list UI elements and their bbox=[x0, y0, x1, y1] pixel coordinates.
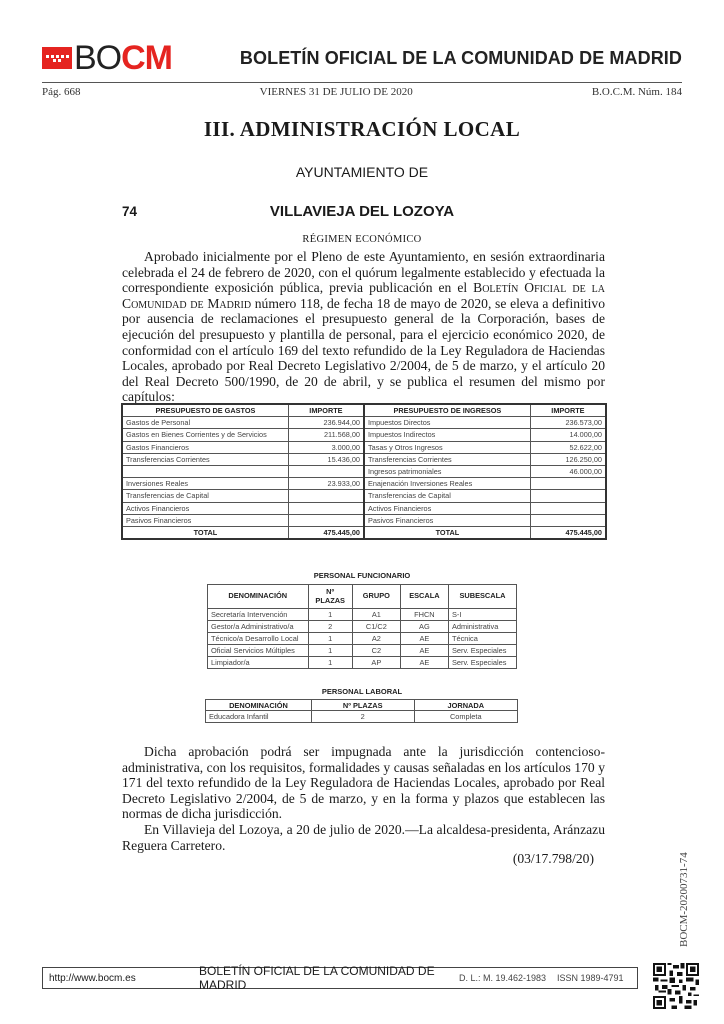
bocm-side-code: BOCM-20200731-74 bbox=[678, 852, 690, 947]
qr-code-icon[interactable] bbox=[653, 963, 699, 1009]
funcionario-row bbox=[208, 621, 517, 633]
ingreso-concepto: Ingresos patrimoniales bbox=[364, 465, 530, 477]
ingreso-importe bbox=[530, 514, 606, 526]
ingreso-importe: 14.000,00 bbox=[530, 429, 606, 441]
plazas: 1 bbox=[308, 645, 352, 657]
subescala: Serv. Especiales bbox=[448, 657, 516, 669]
ingreso-concepto: Enajenación Inversiones Reales bbox=[364, 478, 530, 490]
header-importe-ingresos: IMPORTE bbox=[530, 404, 606, 417]
laboral-row bbox=[206, 711, 518, 723]
personal-laboral-table bbox=[205, 699, 518, 723]
header-grupo: GRUPO bbox=[352, 585, 400, 609]
logo-text-cm: CM bbox=[121, 39, 173, 77]
grupo: C2 bbox=[352, 645, 400, 657]
escala: FHCN bbox=[400, 609, 448, 621]
ingreso-concepto: Impuestos Indirectos bbox=[364, 429, 530, 441]
escala: AE bbox=[400, 645, 448, 657]
gasto-importe bbox=[288, 502, 364, 514]
funcionario-row bbox=[208, 609, 517, 621]
plazas: 2 bbox=[311, 711, 414, 723]
gasto-importe: 15.436,00 bbox=[288, 453, 364, 465]
gasto-concepto: Transferencias Corrientes bbox=[122, 453, 288, 465]
funcionario-row bbox=[208, 645, 517, 657]
page-number: Pág. 668 bbox=[42, 86, 81, 98]
footer-deposito-legal: D. L.: M. 19.462-1983 bbox=[459, 973, 547, 983]
logo-text-bo: BO bbox=[74, 39, 122, 77]
gasto-concepto: Inversiones Reales bbox=[122, 478, 288, 490]
municipio-title: VILLAVIEJA DEL LOZOYA bbox=[269, 203, 455, 220]
gasto-importe: 23.933,00 bbox=[288, 478, 364, 490]
plazas: 2 bbox=[308, 621, 352, 633]
budget-row bbox=[122, 502, 606, 514]
grupo: AP bbox=[352, 657, 400, 669]
funcionario-row bbox=[208, 657, 517, 669]
gasto-importe bbox=[288, 465, 364, 477]
header-ingresos: PRESUPUESTO DE INGRESOS bbox=[364, 404, 530, 417]
budget-row bbox=[122, 514, 606, 526]
header-plazas: Nº PLAZAS bbox=[308, 585, 352, 609]
subescala: Administrativa bbox=[448, 621, 516, 633]
gasto-importe: 3.000,00 bbox=[288, 441, 364, 453]
budget-header-row bbox=[122, 404, 606, 417]
total-ingresos-value: 475.445,00 bbox=[530, 526, 606, 539]
header-gastos: PRESUPUESTO DE GASTOS bbox=[122, 404, 288, 417]
laboral-header-row bbox=[206, 700, 518, 711]
budget-row bbox=[122, 417, 606, 429]
ingreso-importe bbox=[530, 478, 606, 490]
subescala: Técnica bbox=[448, 633, 516, 645]
budget-row bbox=[122, 490, 606, 502]
denominacion: Técnico/a Desarrollo Local bbox=[208, 633, 309, 645]
header-subescala: SUBESCALA bbox=[448, 585, 516, 609]
gasto-concepto: Gastos Financieros bbox=[122, 441, 288, 453]
header-escala: ESCALA bbox=[400, 585, 448, 609]
budget-row bbox=[122, 478, 606, 490]
header-plazas: Nº PLAZAS bbox=[311, 700, 414, 711]
paragraph-impugnacion bbox=[122, 744, 605, 822]
ingreso-importe: 236.573,00 bbox=[530, 417, 606, 429]
header-denominacion: DENOMINACIÓN bbox=[208, 585, 309, 609]
anuncio-number: 74 bbox=[122, 204, 138, 219]
jornada: Completa bbox=[414, 711, 517, 723]
ingreso-importe bbox=[530, 502, 606, 514]
budget-total-row bbox=[122, 526, 606, 539]
gasto-concepto: Gastos de Personal bbox=[122, 417, 288, 429]
masthead-title: BOLETÍN OFICIAL DE LA COMUNIDAD DE MADRID bbox=[239, 48, 682, 68]
denominacion: Educadora Infantil bbox=[206, 711, 312, 723]
denominacion: Limpiador/a bbox=[208, 657, 309, 669]
paragraph-text-1: Aprobado inicialmente por el Pleno de este Ayuntamiento, en sesión extraordinaria celebrada el 24 de febrero de 2020, con el quórum legalmente establecido y efectuada la correspondiente exposición pública, previa publicación en el bbox=[122, 249, 605, 296]
bocm-smallcaps: Boletín Oficial de la Comunidad de Madrid bbox=[122, 280, 606, 311]
budget-table bbox=[121, 403, 607, 540]
paragraph-aprobacion bbox=[122, 249, 605, 405]
ingreso-importe bbox=[530, 490, 606, 502]
total-ingresos-label: TOTAL bbox=[364, 526, 530, 539]
budget-row bbox=[122, 453, 606, 465]
grupo: A1 bbox=[352, 609, 400, 621]
ingreso-concepto: Activos Financieros bbox=[364, 502, 530, 514]
paragraph-firma bbox=[122, 822, 605, 853]
ingreso-importe: 46.000,00 bbox=[530, 465, 606, 477]
issue-number: B.O.C.M. Núm. 184 bbox=[591, 86, 682, 98]
bocm-logo bbox=[42, 39, 173, 77]
escala: AE bbox=[400, 657, 448, 669]
personal-funcionario-table bbox=[207, 584, 517, 669]
total-gastos-value: 475.445,00 bbox=[288, 526, 364, 539]
denominacion: Gestor/a Administrativo/a bbox=[208, 621, 309, 633]
total-gastos-label: TOTAL bbox=[122, 526, 288, 539]
gasto-concepto: Pasivos Financieros bbox=[122, 514, 288, 526]
footer-title: BOLETÍN OFICIAL DE LA COMUNIDAD DE MADRID bbox=[199, 964, 435, 992]
header-importe-gastos: IMPORTE bbox=[288, 404, 364, 417]
personal-laboral-title: PERSONAL LABORAL bbox=[321, 687, 403, 696]
funcionario-header-row bbox=[208, 585, 517, 609]
subescala: S-I bbox=[448, 609, 516, 621]
issue-date: VIERNES 31 DE JULIO DE 2020 bbox=[259, 86, 413, 98]
madrid-stars-icon bbox=[42, 47, 72, 69]
running-header bbox=[42, 86, 682, 98]
ayuntamiento-label: AYUNTAMIENTO DE bbox=[295, 164, 429, 180]
paragraph-impugnacion-text: Dicha aprobación podrá ser impugnada ante la jurisdicción contencioso-administrativa, con los requisitos, formalidades y causas señaladas en los artículos 170 y 171 del texto refundido de la Ley Reguladora de Haciendas Locales, aprobado por Real Decreto Legislativo 2/2004, de 5 de marzo, y en la forma y plazos que establecen las normas de dicha jurisdicción. bbox=[122, 744, 605, 822]
materia-heading: RÉGIMEN ECONÓMICO bbox=[302, 234, 422, 245]
funcionario-row bbox=[208, 633, 517, 645]
ingreso-concepto: Pasivos Financieros bbox=[364, 514, 530, 526]
gasto-importe: 236.944,00 bbox=[288, 417, 364, 429]
paragraph-firma-text: En Villavieja del Lozoya, a 20 de julio de 2020.—La alcaldesa-presidenta, Aránzazu Reguera Carretero. bbox=[122, 822, 605, 853]
grupo: A2 bbox=[352, 633, 400, 645]
ingreso-importe: 52.622,00 bbox=[530, 441, 606, 453]
escala: AE bbox=[400, 633, 448, 645]
ingreso-concepto: Transferencias de Capital bbox=[364, 490, 530, 502]
ingreso-concepto: Transferencias Corrientes bbox=[364, 453, 530, 465]
escala: AG bbox=[400, 621, 448, 633]
paragraph-text-2: número 118, de fecha 18 de mayo de 2020, se eleva a definitivo por ausencia de reclamaciones el presupuesto general de la Corporación, bases de ejecución del presupuesto y plantilla de personal, para el ejercicio económico 2020, de conformidad con el artículo 169 del texto refundido de la Ley Reguladora de Haciendas Locales, aprobado por Real Decreto Legislativo 2/2004, de 5 de marzo, y el artículo 20 del Real Decreto 500/1990, de 20 de abril, y se publica el resumen del mismo por capítulos: bbox=[122, 295, 606, 405]
gasto-importe bbox=[288, 514, 364, 526]
header-jornada: JORNADA bbox=[414, 700, 517, 711]
gasto-concepto: Gastos en Bienes Corrientes y de Servicios bbox=[122, 429, 288, 441]
subescala: Serv. Especiales bbox=[448, 645, 516, 657]
plazas: 1 bbox=[308, 609, 352, 621]
ingreso-concepto: Impuestos Directos bbox=[364, 417, 530, 429]
gasto-importe: 211.568,00 bbox=[288, 429, 364, 441]
gasto-concepto bbox=[122, 465, 288, 477]
header-denominacion: DENOMINACIÓN bbox=[206, 700, 312, 711]
gasto-concepto: Transferencias de Capital bbox=[122, 490, 288, 502]
denominacion: Oficial Servicios Múltiples bbox=[208, 645, 309, 657]
ingreso-importe: 126.250,00 bbox=[530, 453, 606, 465]
gasto-importe bbox=[288, 490, 364, 502]
header-divider bbox=[42, 82, 682, 83]
footer-bar bbox=[42, 964, 638, 992]
budget-row bbox=[122, 465, 606, 477]
gasto-concepto: Activos Financieros bbox=[122, 502, 288, 514]
grupo: C1/C2 bbox=[352, 621, 400, 633]
footer-issn: ISSN 1989-4791 bbox=[557, 973, 624, 983]
section-title: III. ADMINISTRACIÓN LOCAL bbox=[203, 117, 521, 141]
footer-url-link[interactable]: http://www.bocm.es bbox=[49, 972, 136, 984]
personal-funcionario-title: PERSONAL FUNCIONARIO bbox=[313, 571, 411, 580]
ingreso-concepto: Tasas y Otros Ingresos bbox=[364, 441, 530, 453]
plazas: 1 bbox=[308, 633, 352, 645]
reference-code: (03/17.798/20) bbox=[512, 851, 594, 866]
denominacion: Secretaría Intervención bbox=[208, 609, 309, 621]
budget-row bbox=[122, 429, 606, 441]
budget-row bbox=[122, 441, 606, 453]
plazas: 1 bbox=[308, 657, 352, 669]
